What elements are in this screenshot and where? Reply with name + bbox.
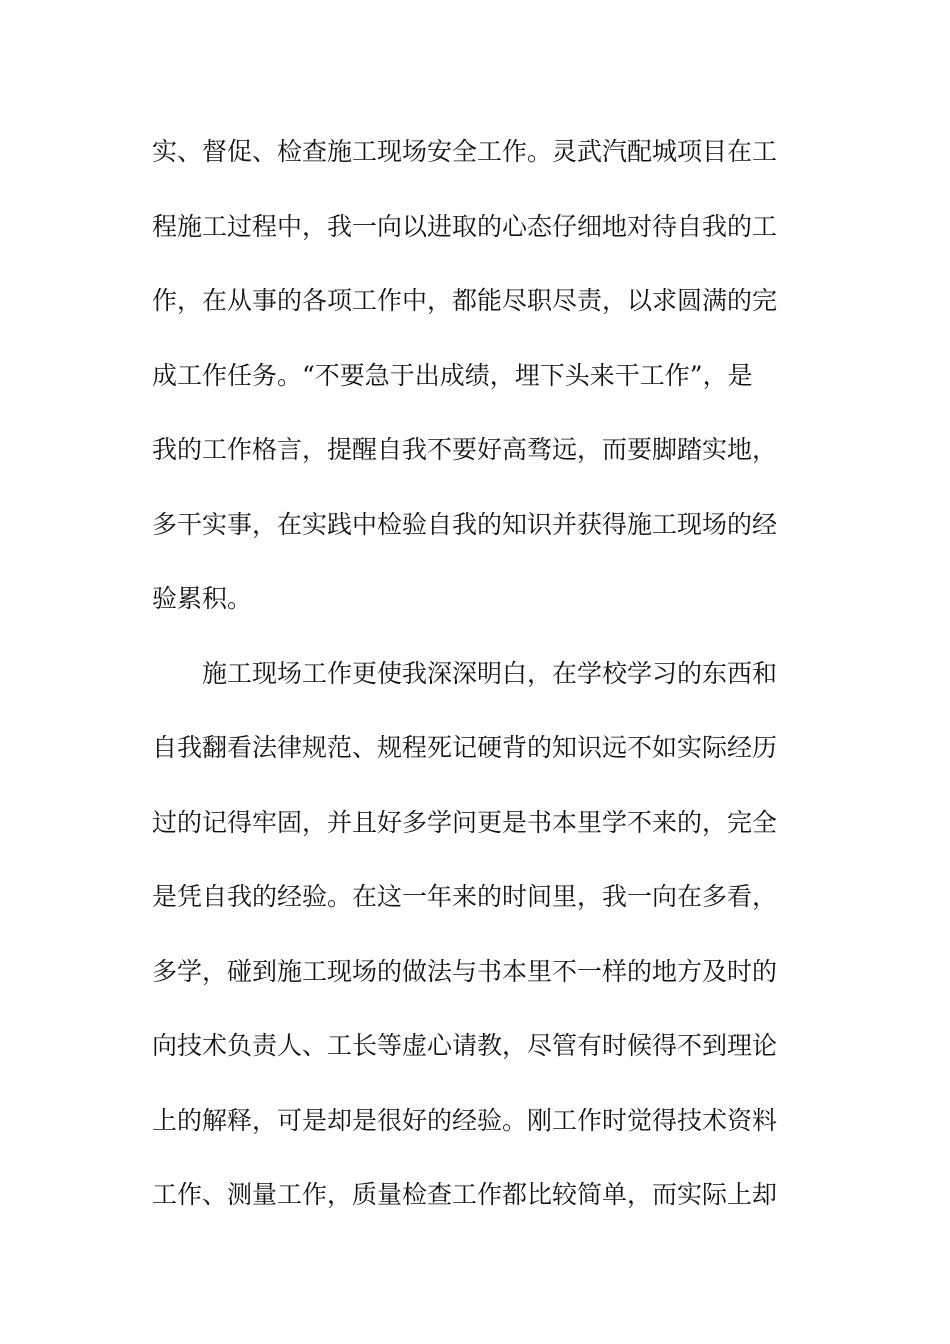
text-line: 多干实事，在实践中检验自我的知识并获得施工现场的经 [152, 509, 778, 539]
text-line: 验累积。 [152, 584, 253, 613]
text-line: 我的工作格言，提醒自我不要好高骛远，而要脚踏实地， [152, 435, 778, 464]
body-text [152, 127, 792, 1245]
text-line: 向技术负责人、工长等虚心请教，尽管有时候得不到理论 [152, 1031, 778, 1060]
text-line: 多学，碰到施工现场的做法与书本里不一样的地方及时的 [152, 956, 778, 986]
text-line: 是凭自我的经验。在这一年来的时间里，我一向在多看， [152, 882, 778, 911]
paragraph-first-line: 施工现场工作更使我深深明白，在学校学习的东西和 [202, 658, 778, 688]
text-line: 作，在从事的各项工作中，都能尽职尽责，以求圆满的完 [152, 286, 778, 315]
text-line: 工作、测量工作，质量检查工作都比较简单，而实际上却 [152, 1180, 778, 1209]
text-line: 程施工过程中，我一向以进取的心态仔细地对待自我的工 [152, 211, 778, 241]
text-line: 上的解释，可是却是很好的经验。刚工作时觉得技术资料 [152, 1105, 778, 1135]
text-line: 过的记得牢固，并且好多学问更是书本里学不来的，完全 [152, 807, 778, 837]
text-line: 成工作任务。“不要急于出成绩，埋下头来干工作”，是 [152, 360, 753, 390]
text-line: 自我翻看法律规范、规程死记硬背的知识远不如实际经历 [152, 733, 778, 762]
text-line: 实、督促、检查施工现场安全工作。灵武汽配城项目在工 [152, 137, 778, 166]
